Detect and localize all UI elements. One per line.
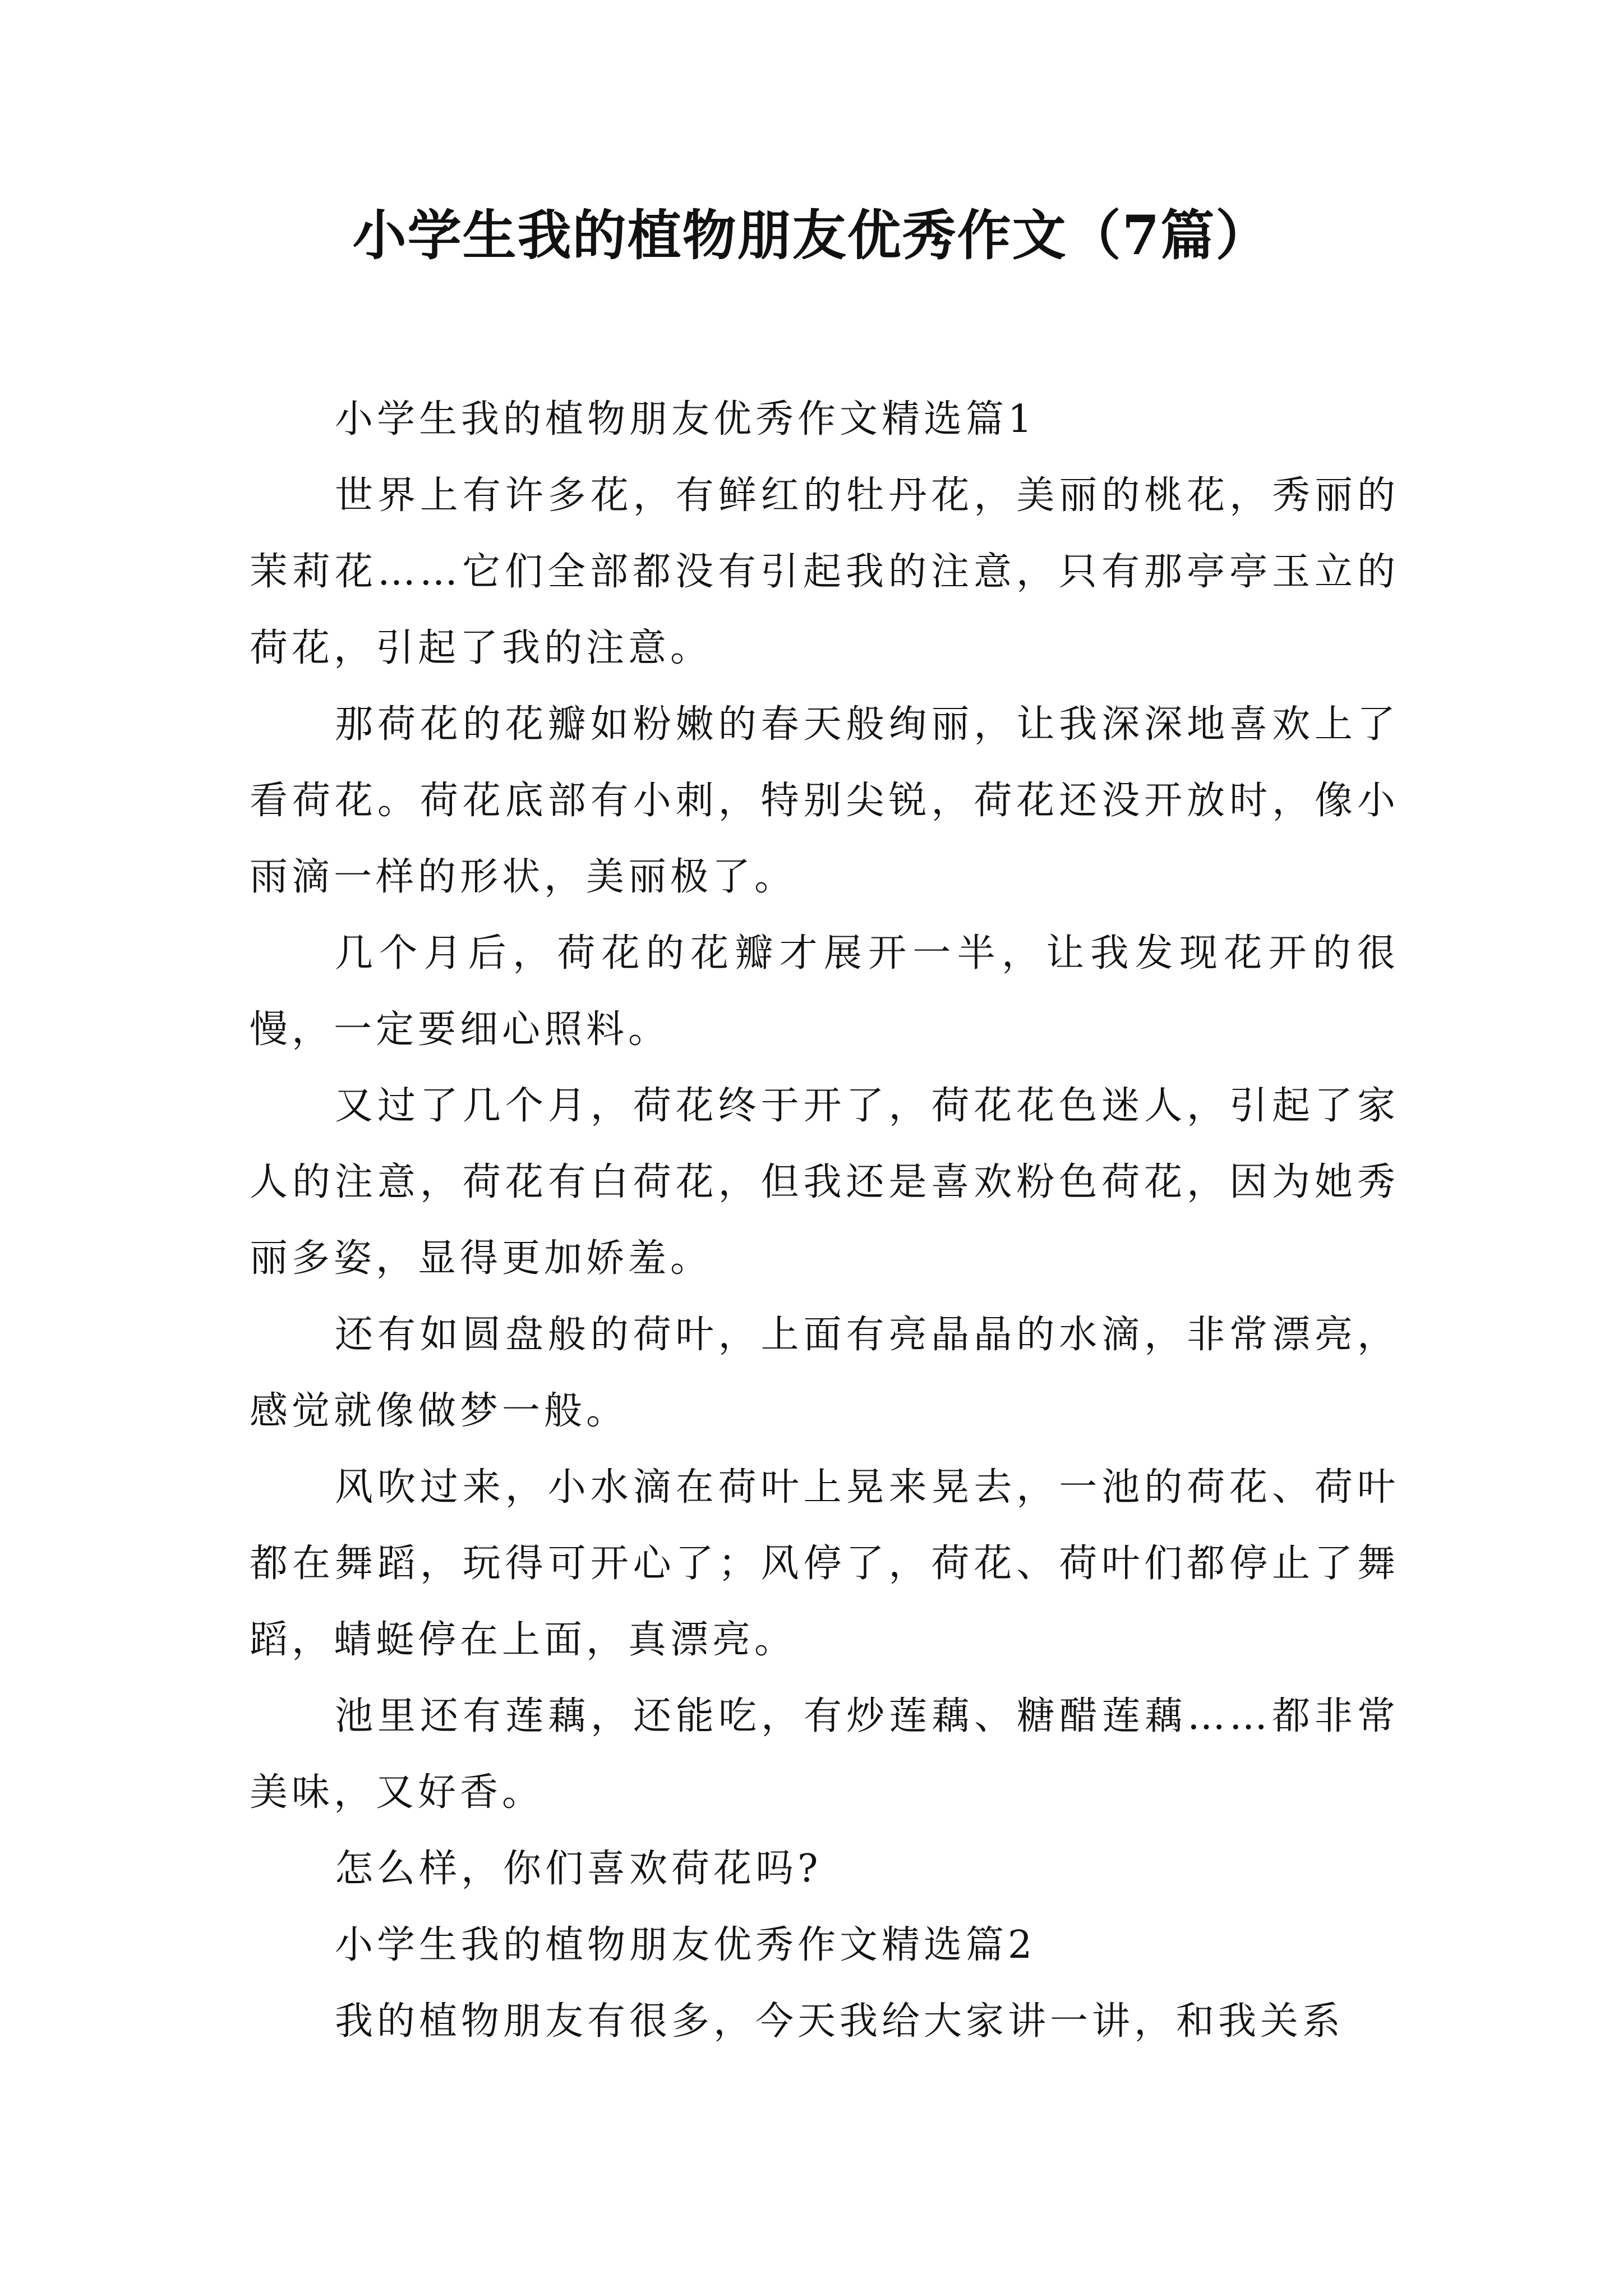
essay-heading-1: 小学生我的植物朋友优秀作文精选篇1 xyxy=(335,397,1036,441)
paragraph: 怎么样，你们喜欢荷花吗? xyxy=(335,1847,822,1891)
paragraph: 世界上有许多花，有鲜红的牡丹花，美丽的桃花，秀丽的茉莉花……它们全部都没有引起我的注意，只有那亭亭玉立的荷花，引起了我的注意。 xyxy=(250,473,1399,670)
paragraph: 还有如圆盘般的荷叶，上面有亮晶晶的水滴，非常漂亮，感觉就像做梦一般。 xyxy=(250,1313,1399,1433)
essay-heading-2: 小学生我的植物朋友优秀作文精选篇2 xyxy=(335,1923,1036,1967)
paragraph: 又过了几个月，荷花终于开了，荷花花色迷人，引起了家人的注意，荷花有白荷花，但我还是喜欢粉色荷花，因为她秀丽多姿，显得更加娇羞。 xyxy=(250,1084,1399,1281)
paragraph: 几个月后，荷花的花瓣才展开一半，让我发现花开的很慢，一定要细心照料。 xyxy=(250,931,1399,1052)
paragraph: 那荷花的花瓣如粉嫩的春天般绚丽，让我深深地喜欢上了看荷花。荷花底部有小刺，特别尖锐，荷花还没开放时，像小雨滴一样的形状，美丽极了。 xyxy=(250,702,1399,899)
document-title: 小学生我的植物朋友优秀作文（7篇） xyxy=(352,204,1271,267)
document-body xyxy=(250,381,1399,2060)
paragraph: 风吹过来，小水滴在荷叶上晃来晃去，一池的荷花、荷叶都在舞蹈，玩得可开心了；风停了，荷花、荷叶们都停止了舞蹈，蜻蜓停在上面，真漂亮。 xyxy=(250,1465,1399,1662)
paragraph: 我的植物朋友有很多，今天我给大家讲一讲，和我关系 xyxy=(335,1999,1345,2044)
paragraph: 池里还有莲藕，还能吃，有炒莲藕、糖醋莲藕……都非常美味，又好香。 xyxy=(250,1694,1399,1815)
